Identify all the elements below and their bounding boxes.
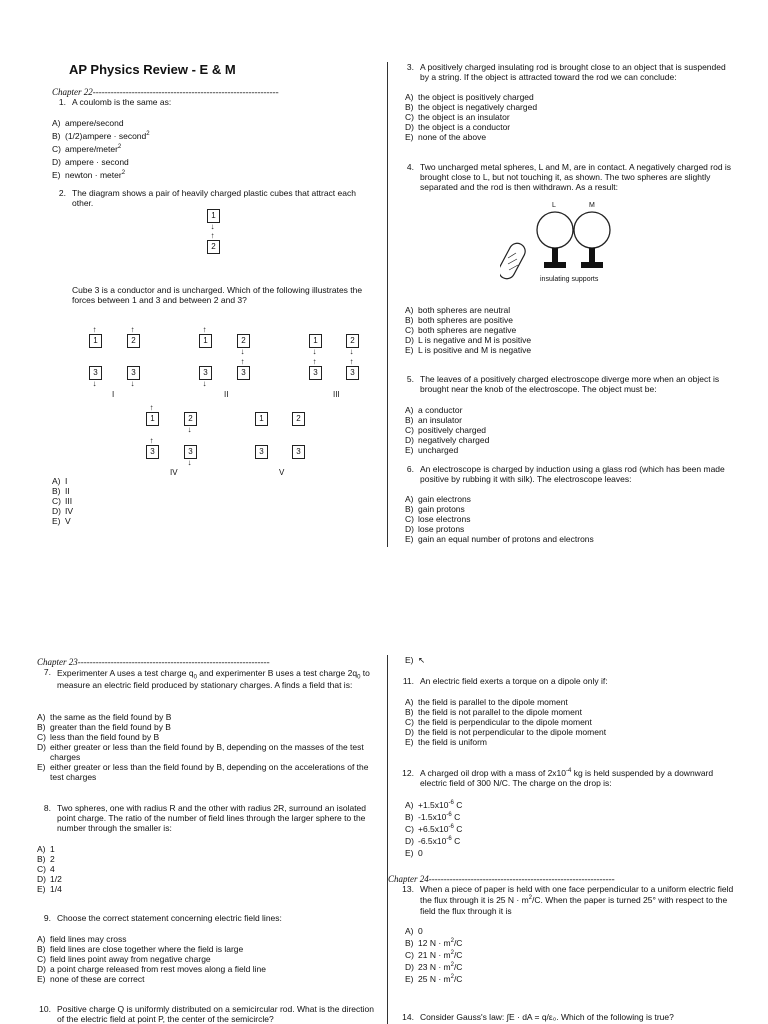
column-divider (387, 655, 388, 1024)
question-text: The leaves of a positively charged electroscope diverge more when an object is brought near the knob of the electroscope. The object must be: (420, 374, 720, 394)
cube-1: 1 (255, 412, 268, 426)
option-b: B) field lines are close together where the field is large (37, 944, 244, 954)
option-b: B) both spheres are positive (405, 315, 513, 325)
question-7 (37, 667, 377, 691)
question-5 (400, 374, 735, 394)
cube-3: 3 (309, 366, 322, 380)
cube-3: 3 (292, 445, 305, 459)
option-d: D) ampere · second (52, 157, 129, 167)
option-c: C) lose electrons (405, 514, 471, 524)
sphere-m-label: M (589, 202, 595, 209)
option-a: A) both spheres are neutral (405, 305, 511, 315)
option-b: B) $-1.5x10^{-6}$ C (405, 812, 461, 822)
option-e: E) newton · meter$^2$ (52, 170, 126, 180)
option-e: E) 1/4 (37, 884, 62, 894)
option-e: E) either greater or less than the field found by B, depending on the accelerations of the test charges (37, 762, 369, 782)
option-a: A) the object is positively charged (405, 92, 534, 102)
charged-rod-icon (500, 240, 528, 281)
option-c: C) positively charged (405, 425, 487, 435)
arrow-down-icon: ↓ (202, 379, 207, 388)
option-d: D) IV (52, 506, 74, 516)
cube-3: 3 (127, 366, 140, 380)
option-c: C) 4 (37, 864, 55, 874)
sphere-l-label: L (552, 202, 556, 209)
question-8-options (37, 844, 237, 894)
option-c: C) both spheres are negative (405, 325, 517, 335)
arrow-down-icon: ↓ (240, 347, 245, 356)
question-4-options (405, 305, 725, 355)
diagram-label-iv: IV (170, 468, 178, 477)
option-d: D) negatively charged (405, 435, 490, 445)
option-e: E) the field is uniform (405, 737, 487, 747)
question-text: Two spheres, one with radius R and the other with radius 2R, surround an isolated point charge. The ratio of the number of field lines through the larger sphere to the number through the smaller is: (57, 803, 367, 833)
question-text: Two uncharged metal spheres, L and M, are in contact. A negatively charged rod is brought close to L, but not touching it, as shown. The two spheres are slightly separated and the rod is then withdrawn. As a result: (420, 162, 732, 192)
option-d: D) lose protons (405, 524, 465, 534)
question-number: 5. (406, 374, 414, 384)
arrow-up-icon: ↑ (92, 325, 97, 334)
arrow-up-icon: ↑ (149, 403, 154, 412)
cube-3: 3 (89, 366, 102, 380)
option-b: B) (1/2)ampere · second$^2$ (52, 131, 150, 141)
question-number: 9. (43, 913, 51, 923)
option-c: C) III (52, 496, 73, 506)
question-4 (400, 162, 735, 192)
option-e: E) V (52, 516, 71, 526)
sphere-l (537, 212, 573, 248)
question-13-options (405, 926, 605, 986)
option-e: E) gain an equal number of protons and electrons (405, 534, 594, 544)
option-c: C) $+6.5x10^{-6}$ C (405, 824, 463, 834)
question-text: A coulomb is the same as: (72, 97, 172, 107)
option-c: C) less than the field found by B (37, 732, 160, 742)
option-b: B) greater than the field found by B (37, 722, 171, 732)
arrow-down-icon: ↓ (187, 425, 192, 434)
option-b: B) 12 $N \cdot m^2/C$ (405, 938, 463, 948)
option-c: C) the object is an insulator (405, 112, 510, 122)
question-2 (52, 188, 370, 208)
option-e: E) none of the above (405, 132, 487, 142)
option-d: D) 23 $N \cdot m^2/C$ (405, 962, 463, 972)
option-e: E) L is positive and M is negative (405, 345, 532, 355)
spheres-diagram (500, 198, 625, 286)
question-number: 13. (402, 884, 414, 894)
option-d: D) the field is not perpendicular to the dipole moment (405, 727, 607, 737)
option-b: B) gain protons (405, 504, 465, 514)
question-number: 1. (58, 97, 66, 107)
cube-1: 1 (146, 412, 159, 426)
question-number: 8. (43, 803, 51, 813)
cube-3: 3 (199, 366, 212, 380)
question-number: 7. (43, 667, 51, 677)
cube-1: 1 (207, 209, 220, 223)
option-a: A) gain electrons (405, 494, 471, 504)
cube-3: 3 (255, 445, 268, 459)
question-text: An electroscope is charged by induction using a glass rod (which has been made positive by rubbing it with silk). The electroscope leaves: (420, 464, 725, 484)
arrow-up-icon: ↑ (149, 436, 154, 445)
option-c: C) 21 $N \cdot m^2/C$ (405, 950, 463, 960)
option-a: A) I (52, 476, 68, 486)
question-1 (52, 97, 372, 107)
question-text: A charged oil drop with a mass of $2x10^{-4}$ kg is held suspended by a downward electric field of 300 N/C. The charge on the drop is: (420, 768, 714, 788)
question-6 (400, 464, 735, 484)
option-a: A) 1 (37, 844, 55, 854)
arrow-up-icon: ↑ (312, 357, 317, 366)
question-13 (400, 884, 735, 917)
question-11-options (405, 697, 735, 747)
arrow-up-icon: ↑ (210, 231, 215, 240)
arrow-up-icon: ↑ (202, 325, 207, 334)
chapter-23-heading: Chapter 23---------------------------------------------------------------- (37, 657, 270, 667)
question-14 (400, 1012, 735, 1022)
question-number: 11. (402, 676, 414, 686)
option-b: B) the object is negatively charged (405, 102, 538, 112)
option-e: E) uncharged (405, 445, 459, 455)
question-text: Consider Gauss's law: ∫E · dA = q/ε₀. Which of the following is true? (420, 1012, 674, 1022)
option-a: A) ampere/second (52, 118, 124, 128)
supports-label: insulating supports (540, 276, 599, 283)
option-e: E) 25 $N \cdot m^2/C$ (405, 974, 463, 984)
arrow-down-icon: ↓ (312, 347, 317, 356)
cube-1: 1 (309, 334, 322, 348)
option-a: A) a conductor (405, 405, 463, 415)
question-text: The diagram shows a pair of heavily charged plastic cubes that attract each other. (72, 188, 356, 208)
question-number: 14. (402, 1012, 414, 1022)
arrow-down-icon: ↓ (130, 379, 135, 388)
arrow-down-icon: ↓ (349, 347, 354, 356)
diagram-label-v: V (279, 468, 285, 477)
arrow-down-icon: ↓ (187, 458, 192, 467)
question-9 (37, 913, 377, 923)
cube-2: 2 (127, 334, 140, 348)
cube-2: 2 (292, 412, 305, 426)
column-divider (387, 62, 388, 547)
question-text: When a piece of paper is held with one face perpendicular to a uniform electric field the flux through it is 25 $N \cdot m^2/C$. When the paper is turned 25° with respect to the field the flux through it is (420, 884, 734, 916)
question-number: 3. (406, 62, 414, 72)
chapter-24-heading: Chapter 24-------------------------------------------------------------- (388, 874, 615, 884)
option-a: A) the field is parallel to the dipole moment (405, 697, 568, 707)
question-number: 4. (406, 162, 414, 172)
question-number: 10. (39, 1004, 51, 1014)
arrow-down-icon: ↓ (92, 379, 97, 388)
option-d: D) L is negative and M is positive (405, 335, 532, 345)
option-e: E) 0 (405, 848, 423, 858)
option-e: E) none of these are correct (37, 974, 145, 984)
cube-1: 1 (199, 334, 212, 348)
arrow-up-icon: ↑ (349, 357, 354, 366)
arrow-up-left-icon: ↖ (418, 655, 426, 665)
question-6-options (405, 494, 725, 544)
question-10 (37, 1004, 377, 1024)
cube-2: 2 (207, 240, 220, 254)
option-c: C) field lines point away from negative charge (37, 954, 211, 964)
arrow-up-icon: ↑ (130, 325, 135, 334)
cube-3: 3 (146, 445, 159, 459)
cube-1: 1 (89, 334, 102, 348)
chapter-22-heading: Chapter 22-------------------------------------------------------------- (52, 87, 279, 97)
option-a: A) field lines may cross (37, 934, 127, 944)
option-d: D) either greater or less than the field found by B, depending on the masses of the test charges (37, 742, 364, 762)
question-2-options (52, 476, 252, 526)
question-10-option-e: E) ↖ (405, 655, 505, 665)
question-9-options (37, 934, 377, 984)
option-d: D) a point charge released from rest moves along a field line (37, 964, 266, 974)
question-3 (400, 62, 735, 82)
question-12-options (405, 800, 605, 858)
cube-2: 2 (237, 334, 250, 348)
option-b: B) the field is not parallel to the dipole moment (405, 707, 582, 717)
option-d: D) 1/2 (37, 874, 62, 884)
option-a: A) the same as the field found by B (37, 712, 172, 722)
question-number: 12. (402, 768, 414, 778)
cube-3: 3 (346, 366, 359, 380)
option-d: D) the object is a conductor (405, 122, 511, 132)
option-b: B) 2 (37, 854, 55, 864)
sphere-m (574, 212, 610, 248)
question-5-options (405, 405, 725, 455)
page-title: AP Physics Review - E & M (69, 62, 236, 77)
option-a: A) 0 (405, 926, 423, 936)
cube-3: 3 (237, 366, 250, 380)
option-b: B) II (52, 486, 70, 496)
question-12 (400, 768, 735, 788)
option-c: C) the field is perpendicular to the dipole moment (405, 717, 592, 727)
question-text: A positively charged insulating rod is brought close to an object that is suspended by a string. If the object is attracted toward the rod we can conclude: (420, 62, 726, 82)
diagram-label-i: I (112, 390, 115, 399)
question-number: 6. (406, 464, 414, 474)
question-text: Experimenter A uses a test charge $q_0$ and experimenter B uses a test charge $2q_0$ to measure an electric field produced by stationary charges. A finds a field that is: (57, 668, 370, 690)
question-3-options (405, 92, 725, 142)
arrow-down-icon: ↓ (210, 222, 215, 231)
question-8 (37, 803, 377, 833)
question-2-prompt: Cube 3 is a conductor and is uncharged. Which of the following illustrates the forces between 1 and 3 and between 2 and 3? (72, 285, 363, 305)
question-text: Choose the correct statement concerning electric field lines: (57, 913, 282, 923)
cube-3: 3 (184, 445, 197, 459)
option-a: A) $+1.5x10^{-6}$ C (405, 800, 463, 810)
question-1-options (52, 118, 352, 180)
diagram-label-ii: II (224, 390, 229, 399)
question-text: An electric field exerts a torque on a dipole only if: (420, 676, 608, 686)
question-text: Positive charge Q is uniformly distributed on a semicircular rod. What is the direction of the electric field at point P, the center of the semicircle? (57, 1004, 374, 1024)
question-11 (400, 676, 735, 686)
option-d: D) $-6.5x10^{-6}$ C (405, 836, 461, 846)
cube-2: 2 (346, 334, 359, 348)
option-b: B) an insulator (405, 415, 462, 425)
question-7-options (37, 712, 377, 782)
cube-2: 2 (184, 412, 197, 426)
diagram-label-iii: III (333, 390, 340, 399)
arrow-up-icon: ↑ (240, 357, 245, 366)
option-c: C) ampere/meter$^2$ (52, 144, 122, 154)
question-number: 2. (58, 188, 66, 198)
